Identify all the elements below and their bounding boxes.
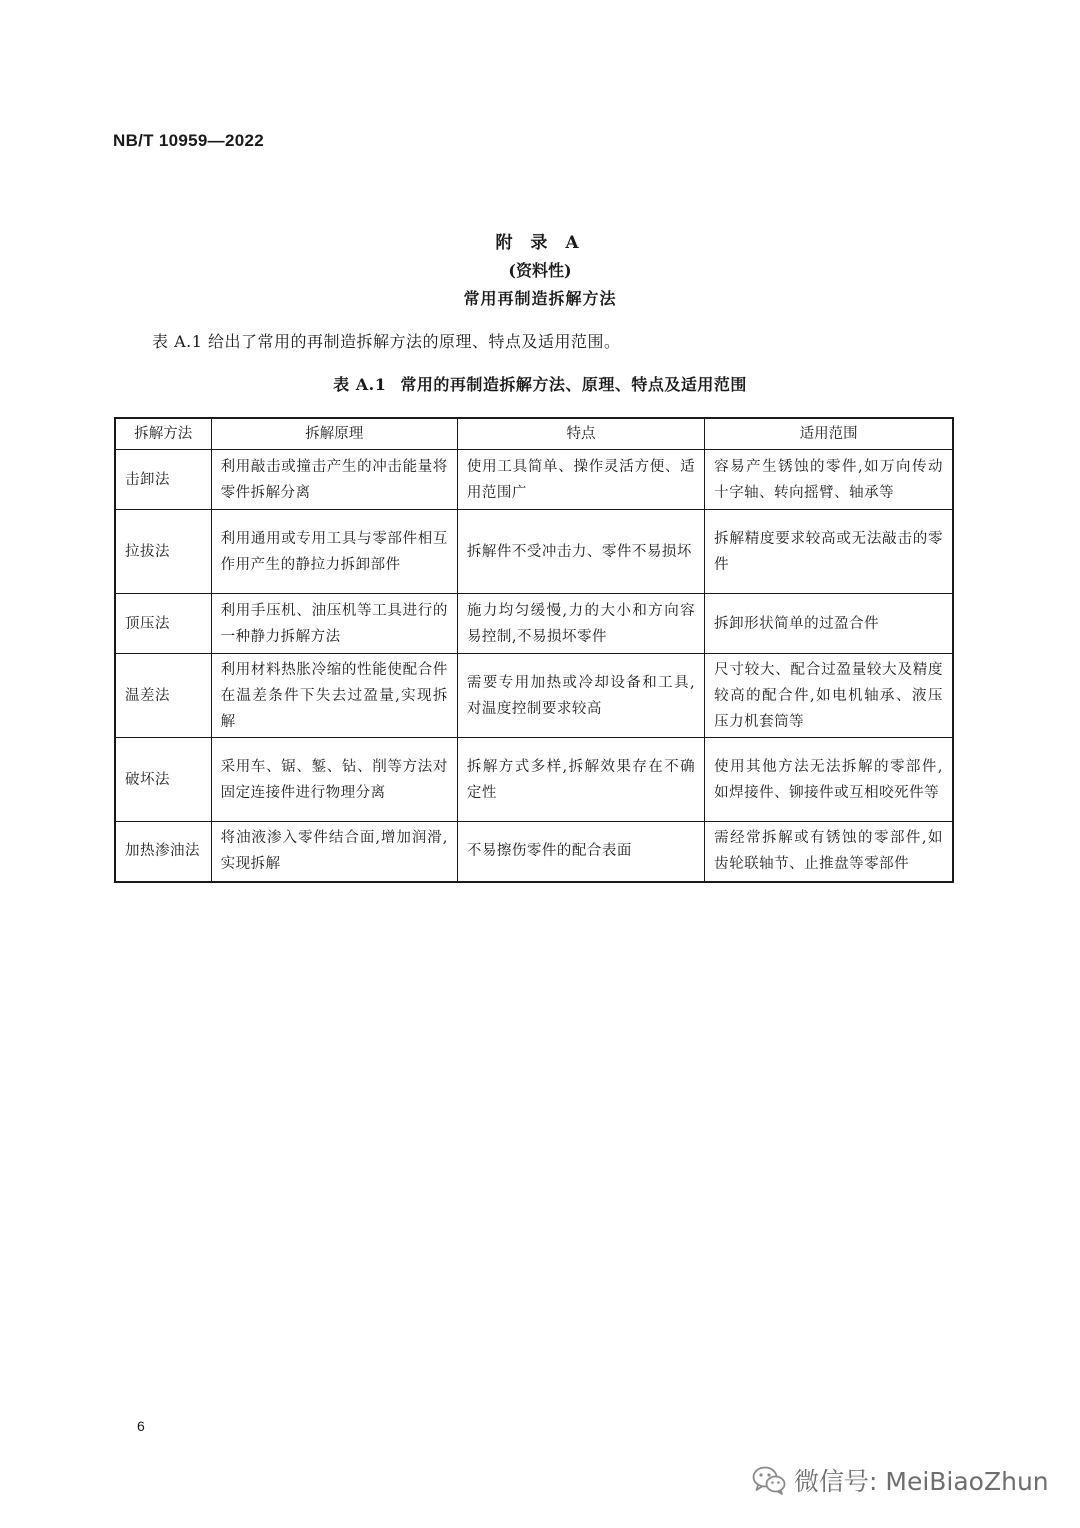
column-header-principle: 拆解原理: [211, 418, 457, 450]
watermark-text: 微信号: MeiBiaoZhun: [794, 1467, 1049, 1496]
cell-method: 顶压法: [115, 594, 211, 654]
cell-principle: 利用手压机、油压机等工具进行的一种静力拆解方法: [211, 594, 457, 654]
cell-features: 拆解方式多样,拆解效果存在不确定性: [457, 738, 704, 822]
cell-method: 温差法: [115, 654, 211, 738]
table-row: [115, 510, 953, 594]
cell-method: 拉拔法: [115, 510, 211, 594]
wechat-icon: [752, 1465, 786, 1495]
cell-features: 使用工具简单、操作灵活方便、适用范围广: [457, 450, 704, 510]
appendix-type: (资料性): [508, 261, 572, 280]
standard-code: NB/T 10959—2022: [113, 131, 264, 150]
table-row: [115, 654, 953, 738]
column-header-method: 拆解方法: [115, 418, 211, 450]
cell-scope: 尺寸较大、配合过盈量较大及精度较高的配合件,如电机轴承、液压压力机套筒等: [705, 654, 953, 738]
disassembly-methods-table: [114, 417, 954, 883]
table-row: [115, 738, 953, 822]
appendix-title: 附 录 A: [495, 233, 585, 253]
cell-features: 不易擦伤零件的配合表面: [457, 822, 704, 882]
cell-principle: 将油液渗入零件结合面,增加润滑,实现拆解: [211, 822, 457, 882]
cell-scope: 需经常拆解或有锈蚀的零部件,如齿轮联轴节、止推盘等零部件: [705, 822, 953, 882]
column-header-features: 特点: [457, 418, 704, 450]
cell-scope: 容易产生锈蚀的零件,如万向传动十字轴、转向摇臂、轴承等: [705, 450, 953, 510]
cell-principle: 利用材料热胀冷缩的性能使配合件在温差条件下失去过盈量,实现拆解: [211, 654, 457, 738]
table-row: [115, 450, 953, 510]
intro-paragraph: 表 A.1 给出了常用的再制造拆解方法的原理、特点及适用范围。: [152, 332, 621, 351]
cell-principle: 利用敲击或撞击产生的冲击能量将零件拆解分离: [211, 450, 457, 510]
table-header-row: [115, 418, 953, 450]
appendix-name: 常用再制造拆解方法: [463, 289, 617, 308]
cell-scope: 拆卸形状简单的过盈合件: [705, 594, 953, 654]
table-row: [115, 822, 953, 882]
table-caption-title: 常用的再制造拆解方法、原理、特点及适用范围: [400, 375, 747, 394]
watermark: [752, 1462, 1049, 1498]
cell-features: 施力均匀缓慢,力的大小和方向容易控制,不易损坏零件: [457, 594, 704, 654]
cell-method: 破坏法: [115, 738, 211, 822]
cell-method: 击卸法: [115, 450, 211, 510]
table-caption-number: 表 A.1: [333, 375, 387, 394]
table-caption: [0, 372, 1080, 395]
page-number: 6: [137, 1418, 145, 1434]
cell-method: 加热渗油法: [115, 822, 211, 882]
column-header-scope: 适用范围: [705, 418, 953, 450]
cell-principle: 利用通用或专用工具与零部件相互作用产生的静拉力拆卸部件: [211, 510, 457, 594]
cell-features: 需要专用加热或冷却设备和工具,对温度控制要求较高: [457, 654, 704, 738]
table-row: [115, 594, 953, 654]
cell-scope: 使用其他方法无法拆解的零部件,如焊接件、铆接件或互相咬死件等: [705, 738, 953, 822]
cell-scope: 拆解精度要求较高或无法敲击的零件: [705, 510, 953, 594]
cell-features: 拆解件不受冲击力、零件不易损坏: [457, 510, 704, 594]
cell-principle: 采用车、锯、錾、钻、削等方法对固定连接件进行物理分离: [211, 738, 457, 822]
